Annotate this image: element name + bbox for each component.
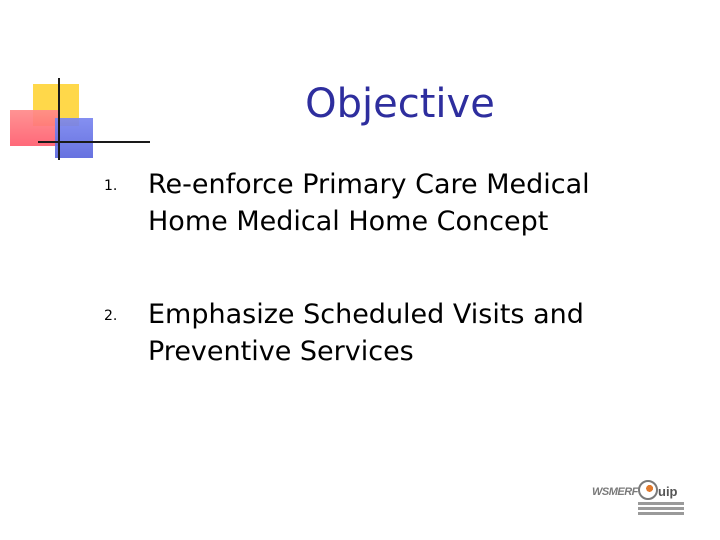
- slide-title: Objective: [305, 81, 495, 127]
- organization-logo: [592, 480, 692, 520]
- logo-q-mark-icon: [638, 480, 658, 500]
- list-item-number: 1.: [104, 178, 118, 194]
- logo-mark-text: uip: [658, 484, 678, 499]
- list-item-number: 2.: [104, 308, 118, 324]
- logo-brand-text: WSMERF: [592, 486, 638, 498]
- list-item-text: Re-enforce Primary Care Medical Home Medical Home Concept: [148, 169, 590, 237]
- list-item-text: Emphasize Scheduled Visits and Preventive Services: [148, 299, 584, 367]
- logo-tagline-lines: [638, 502, 684, 517]
